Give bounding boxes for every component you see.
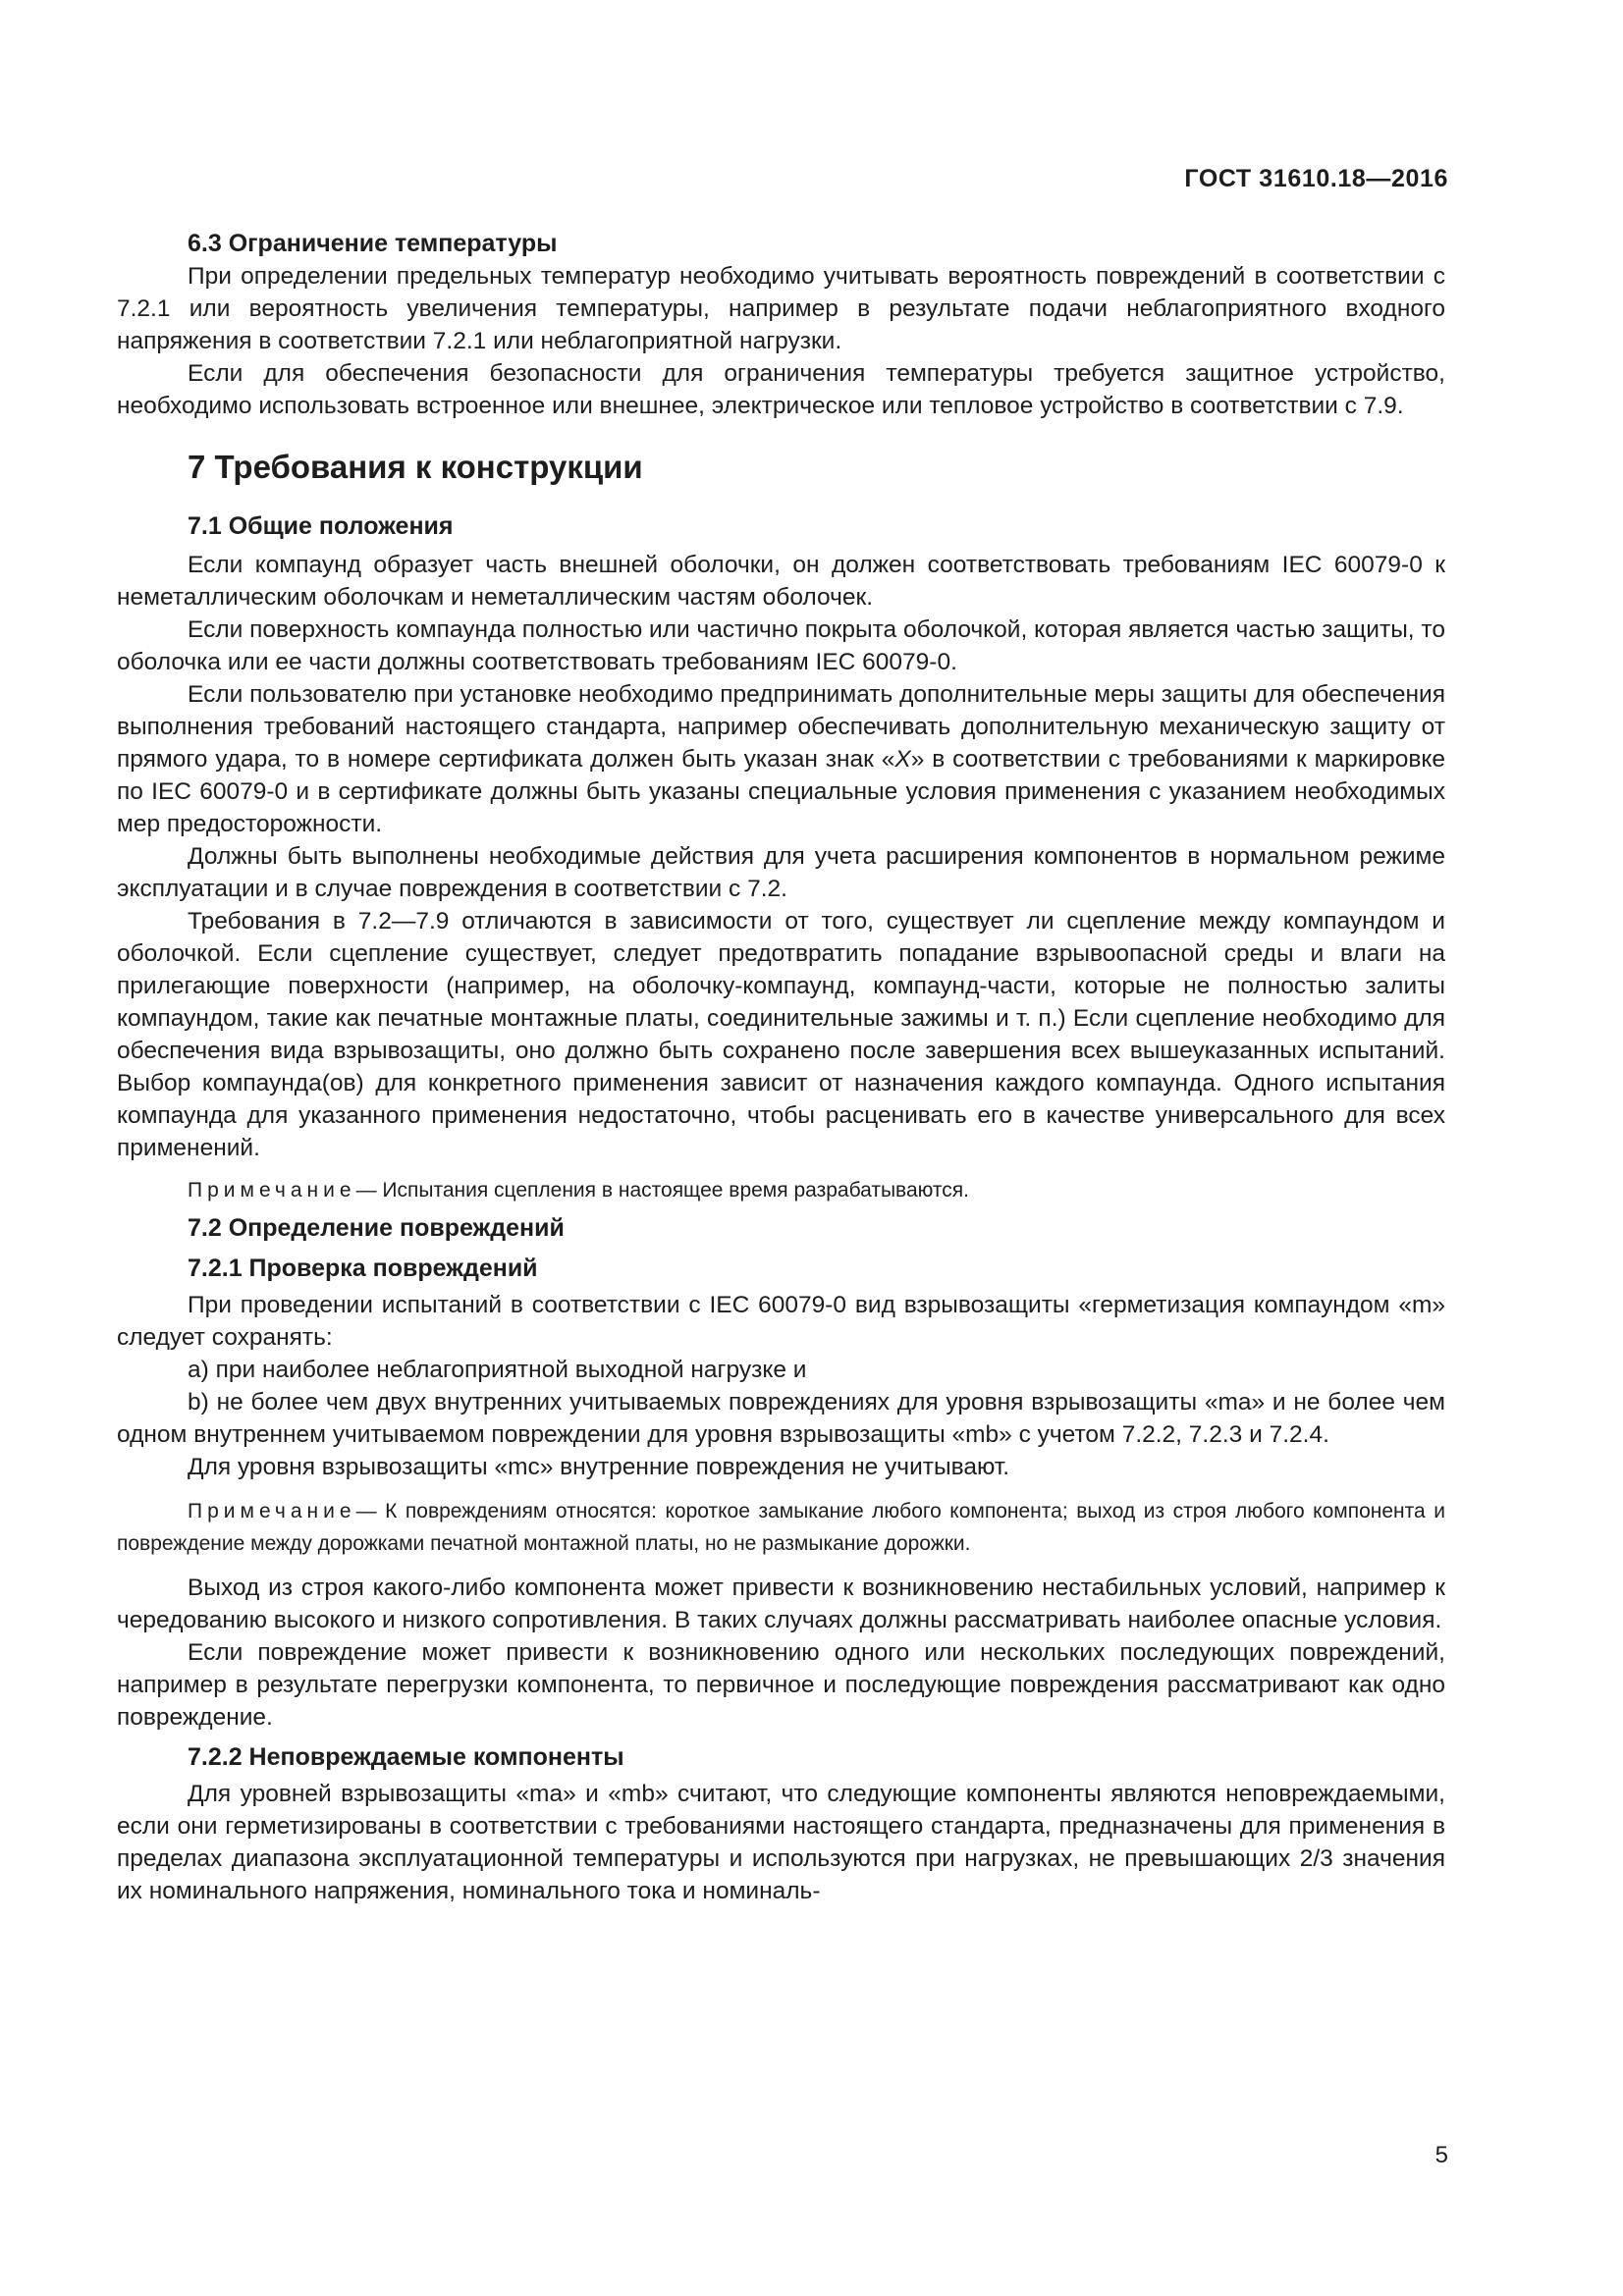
paragraph: Для уровня взрывозащиты «mc» внутренние повреждения не учитывают. (188, 1454, 1010, 1480)
paragraph-text: » в соответствии с требованиями к маркировке по IEC 60079-0 и в сертификате должны быть указаны специальные условия применения с указанием необходимых мер предосторожности. (117, 746, 1446, 837)
section-7-2-1-title: 7.2.1 Проверка повреждений (188, 1255, 538, 1282)
section-7-title: 7 Требования к конструкции (188, 449, 643, 485)
note-lead: Примечание (188, 1179, 356, 1201)
paragraph-text: Если пользователю при установке необходимо предпринимать дополнительные меры защиты для обеспечения выполнения требований настоящего стандарта, например обеспечивать дополнительную механическую защиту от прямого удара, то в номере сертификата должен быть указан знак « (117, 681, 1445, 773)
paragraph: Должны быть выполнены необходимые действия для учета расширения компонентов в нормальном режиме эксплуатации и в случае повреждения в соответствии с 7.2. (117, 843, 1445, 902)
note (117, 1495, 1445, 1560)
section-6-3-title: 6.3 Ограничение температуры (188, 230, 558, 257)
paragraph: Требования в 7.2—7.9 отличаются в зависимости от того, существует ли сцепление между компаундом и оболочкой. Если сцепление существует, следует предотвратить попадание взрывоопасной среды и влаги на прилегающие поверхности (например, на оболочку-компаунд, компаунд-части, которые не полностью залиты компаундом, такие как печатные монтажные платы, соединительные зажимы и т. п.) Если сцепление необходимо для обеспечения вида взрывозащиты, оно должно быть сохранено после завершения всех вышеуказанных испытаний. Выбор компаунда(ов) для конкретного применения зависит от назначения каждого компаунда. Одного испытания компаунда для указанного применения недостаточно, чтобы расценивать его в качестве универсального для всех применений. (117, 908, 1445, 1161)
paragraph: При проведении испытаний в соответствии с IEC 60079-0 вид взрывозащиты «герметизация компаундом «m» следует сохранять: (117, 1292, 1445, 1351)
note (117, 1174, 1445, 1206)
note-text: — Испытания сцепления в настоящее время разрабатываются. (355, 1179, 970, 1201)
paragraph: Выход из строя какого-либо компонента может привести к возникновению нестабильных условий, например к чередованию высокого и низкого сопротивления. В таких случаях должны рассматривать наиболее опасные условия. (117, 1575, 1445, 1633)
list-item-a: a) при наиболее неблагоприятной выходной нагрузке и (188, 1357, 807, 1383)
paragraph: Если компаунд образует часть внешней оболочки, он должен соответствовать требованиям IEC 60079-0 к неметаллическим оболочкам и неметаллическим частям оболочек. (117, 552, 1445, 611)
page-content (117, 228, 1445, 1907)
paragraph: При определении предельных температур необходимо учитывать вероятность повреждений в соответствии с 7.2.1 или вероятность увеличения температуры, например в результате подачи неблагоприятного входного напряжения в соответствии 7.2.1 или неблагоприятной нагрузки. (117, 263, 1445, 354)
mark-x: X (894, 746, 911, 773)
note-lead: Примечание (188, 1500, 356, 1522)
paragraph: Если повреждение может привести к возникновению одного или нескольких последующих повреждений, например в результате перегрузки компонента, то первичное и последующие повреждения рассматривают как одно повреждение. (117, 1639, 1445, 1731)
document-header: ГОСТ 31610.18—2016 (1184, 165, 1448, 192)
page-number: 5 (1434, 2142, 1448, 2168)
section-7-2-2-title: 7.2.2 Неповреждаемые компоненты (188, 1743, 624, 1771)
paragraph: Если поверхность компаунда полностью или частично покрыта оболочкой, которая является частью защиты, то оболочка или ее части должны соответствовать требованиям IEC 60079-0. (117, 616, 1445, 675)
paragraph (117, 678, 1445, 840)
section-7-1-title: 7.1 Общие положения (188, 512, 454, 540)
section-7-2-title: 7.2 Определение повреждений (188, 1214, 565, 1242)
paragraph: Для уровней взрывозащиты «ma» и «mb» считают, что следующие компоненты являются неповреждаемыми, если они герметизированы в соответствии с требованиями настоящего стандарта, предназначены для применения в пределах диапазона эксплуатационной температуры и используются при нагрузках, не превышающих 2/3 значения их номинального напряжения, номинального тока и номиналь- (117, 1781, 1445, 1904)
list-item-b: b) не более чем двух внутренних учитываемых повреждениях для уровня взрывозащиты «ma» и не более чем одном внутреннем учитываемом повреждении для уровня взрывозащиты «mb» с учетом 7.2.2, 7.2.3 и 7.2.4. (117, 1389, 1445, 1448)
paragraph: Если для обеспечения безопасности для ограничения температуры требуется защитное устройство, необходимо использовать встроенное или внешнее, электрическое или тепловое устройство в соответствии с 7.9. (117, 360, 1445, 419)
note-text: — К повреждениям относятся: короткое замыкание любого компонента; выход из строя любого компонента и повреждение между дорожками печатной монтажной платы, но не размыкание дорожки. (117, 1500, 1445, 1555)
